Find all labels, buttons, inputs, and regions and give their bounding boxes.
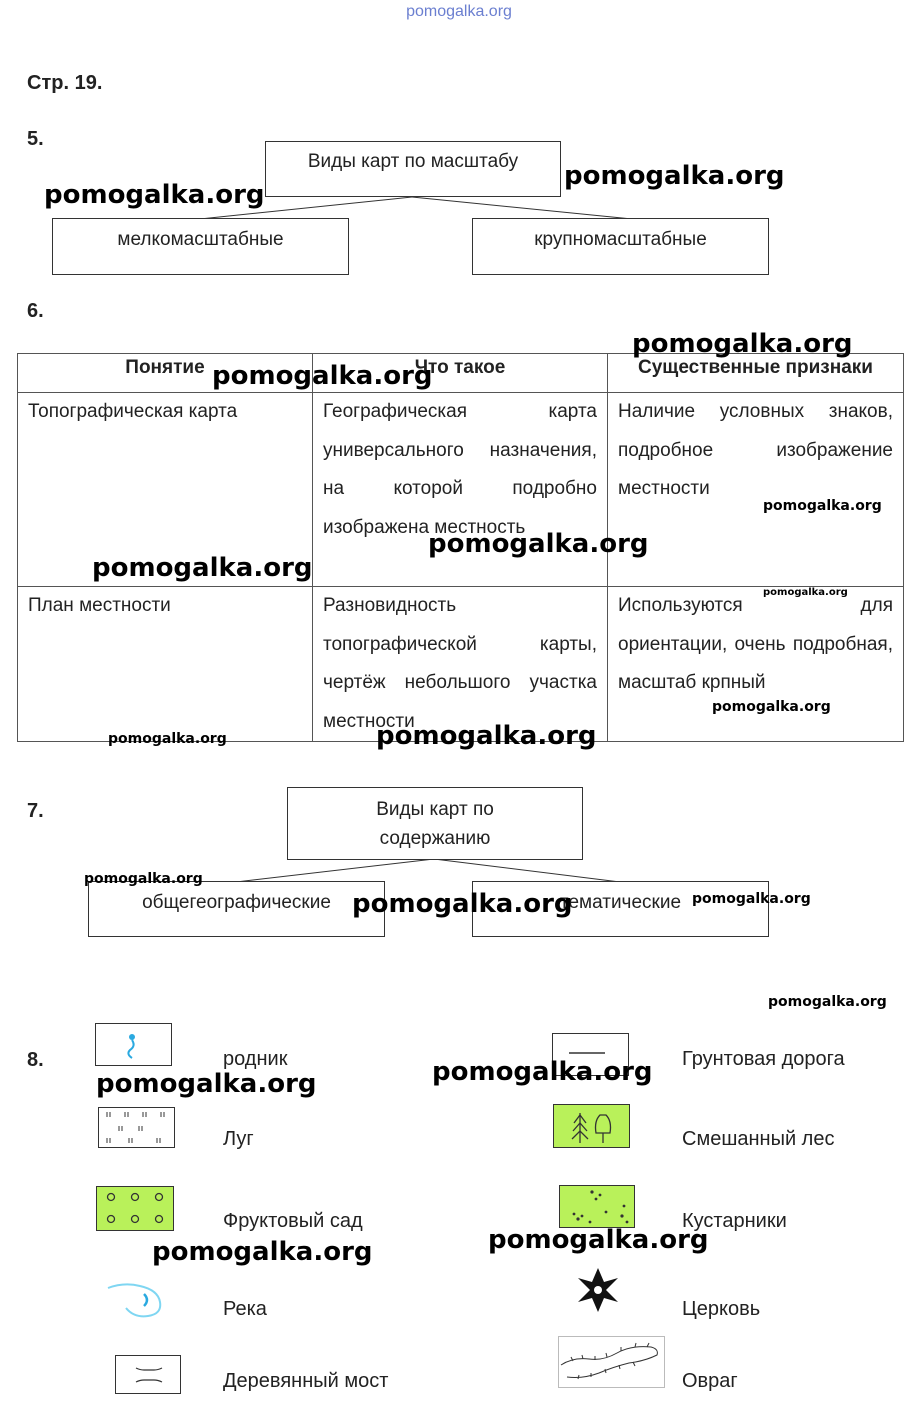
task-7-root-label: Виды карт по содержанию — [376, 798, 494, 849]
page-reference: Стр. 19. — [27, 72, 103, 94]
watermark: pomogalka.org — [564, 161, 785, 191]
watermark: pomogalka.org — [768, 994, 887, 1010]
cell-concept: Топографическая карта — [18, 393, 313, 587]
task-5-root-label: Виды карт по масштабу — [307, 151, 519, 172]
watermark: pomogalka.org — [92, 553, 313, 583]
cell-features: Наличие условных знаков, подробное изображение местности — [608, 393, 904, 587]
church-label: Церковь — [682, 1298, 761, 1320]
watermark: pomogalka.org — [44, 180, 265, 210]
church-symbol-icon — [574, 1266, 622, 1314]
cell-definition: Географическая карта универсального назначения, на которой подробно изображена местность — [313, 393, 608, 587]
header-definition: Что такое — [313, 354, 608, 393]
watermark: pomogalka.org — [763, 587, 848, 598]
task-5-root-box — [265, 141, 561, 197]
orchard-symbol-icon — [96, 1186, 174, 1231]
task-5-small-scale-label: мелкомасштабные — [117, 229, 284, 250]
watermark: pomogalka.org — [152, 1237, 373, 1267]
river-symbol-icon — [104, 1278, 172, 1322]
ravine-symbol-icon — [558, 1336, 665, 1388]
table-header-row — [18, 354, 904, 393]
watermark: pomogalka.org — [108, 731, 227, 747]
task-6-number: 6. — [27, 300, 44, 322]
task-7-general-label: общегеографические — [142, 892, 331, 913]
mixed-forest-symbol-icon — [553, 1104, 630, 1148]
watermark: pomogalka.org — [692, 891, 811, 907]
task-7-number: 7. — [27, 800, 44, 822]
task-7-root-box — [287, 787, 583, 860]
cell-definition: Разновидность топографической карты, чертёж небольшого участка местности — [313, 587, 608, 742]
watermark: pomogalka.org — [352, 889, 573, 919]
watermark: pomogalka.org — [96, 1069, 317, 1099]
ravine-label: Овраг — [682, 1370, 738, 1392]
watermark: pomogalka.org — [376, 721, 597, 751]
river-label: Река — [223, 1298, 267, 1320]
task-5-small-scale-box — [52, 218, 349, 275]
cell-concept: План местности — [18, 587, 313, 742]
shrubs-label: Кустарники — [682, 1210, 787, 1232]
watermark: pomogalka.org — [712, 699, 831, 715]
mixed-forest-label: Смешанный лес — [682, 1128, 835, 1150]
watermark: pomogalka.org — [212, 361, 433, 391]
watermark: pomogalka.org — [488, 1225, 709, 1255]
spring-symbol-icon — [95, 1023, 172, 1066]
dirt-road-label: Грунтовая дорога — [682, 1048, 845, 1070]
task-7-general-box — [88, 881, 385, 937]
table-row — [18, 587, 904, 742]
top-watermark: pomogalka.org — [406, 3, 512, 20]
header-concept: Понятие — [18, 354, 313, 393]
shrubs-symbol-icon — [559, 1185, 635, 1228]
watermark: pomogalka.org — [428, 529, 649, 559]
task-8-number: 8. — [27, 1049, 44, 1071]
watermark: pomogalka.org — [84, 871, 203, 887]
meadow-symbol-icon — [98, 1107, 175, 1148]
watermark: pomogalka.org — [632, 329, 853, 359]
task-5-large-scale-box — [472, 218, 769, 275]
wooden-bridge-label: Деревянный мост — [223, 1370, 389, 1392]
meadow-label: Луг — [223, 1128, 254, 1150]
spring-label: родник — [223, 1048, 288, 1070]
task-5-large-scale-label: крупномасштабные — [534, 229, 707, 250]
watermark: pomogalka.org — [763, 498, 882, 514]
wooden-bridge-symbol-icon — [115, 1355, 181, 1394]
orchard-label: Фруктовый сад — [223, 1210, 363, 1232]
cell-features: Используются для ориентации, очень подробная, масштаб крпный — [608, 587, 904, 742]
task-7-thematic-label: тематические — [559, 892, 682, 913]
task-5-number: 5. — [27, 128, 44, 150]
watermark: pomogalka.org — [432, 1057, 653, 1087]
header-features: Существенные признаки — [608, 354, 904, 393]
